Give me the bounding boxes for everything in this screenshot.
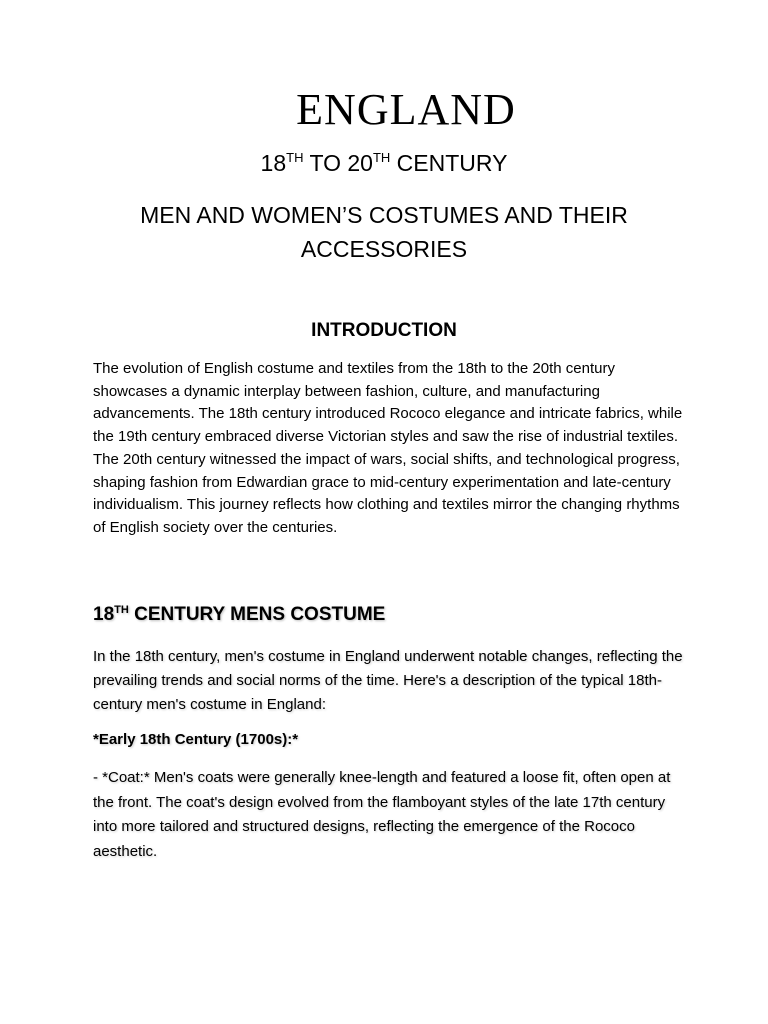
section-heading-number: 18 [93,604,115,625]
document-title: ENGLAND [296,85,516,134]
subtitle-part-3: CENTURY [390,150,508,176]
introduction-heading: INTRODUCTION [311,320,457,341]
document-subtitle [0,150,768,177]
subtitle-sup-1: TH [286,150,304,165]
introduction-paragraph: The evolution of English costume and textiles from the 18th to the 20th century showcases a dynamic interplay between fashion, culture, and manufacturing advancements. The 18th century introduced Rococo elegance and intricate fabrics, while the 19th century embraced diverse Victorian styles and saw the rise of industrial textiles. The 20th century witnessed the impact of wars, social shifts, and technological progress, shaping fashion from Edwardian grace to mid-century experimentation and late-century individualism. This journey reflects how clothing and textiles mirror the changing rhythms of English society over the centuries. [93,360,683,536]
section-paragraph: In the 18th century, men's costume in England underwent notable changes, reflecting the prevailing trends and social norms of the time. Here's a description of the typical 18th-century men's costume in England: [93,648,683,713]
era-label: *Early 18th Century (1700s):* [93,731,299,748]
section-heading [93,604,385,626]
subtitle-part-1: 18 [260,150,287,176]
subtitle-sup-2: TH [372,150,391,165]
subtitle-part-2: TO 20 [303,150,373,176]
section-heading-text: CENTURY MENS COSTUME [128,604,386,625]
section-heading-sup: TH [114,604,129,616]
document-heading: MEN AND WOMEN’S COSTUMES AND THEIR ACCESSORIES [140,202,628,262]
coat-paragraph: - *Coat:* Men's coats were generally knee-length and featured a loose fit, often open at the front. The coat's design evolved from the flamboyant styles of the late 17th century into more tailored and structured designs, reflecting the emergence of the Rococo aesthetic. [93,769,671,860]
